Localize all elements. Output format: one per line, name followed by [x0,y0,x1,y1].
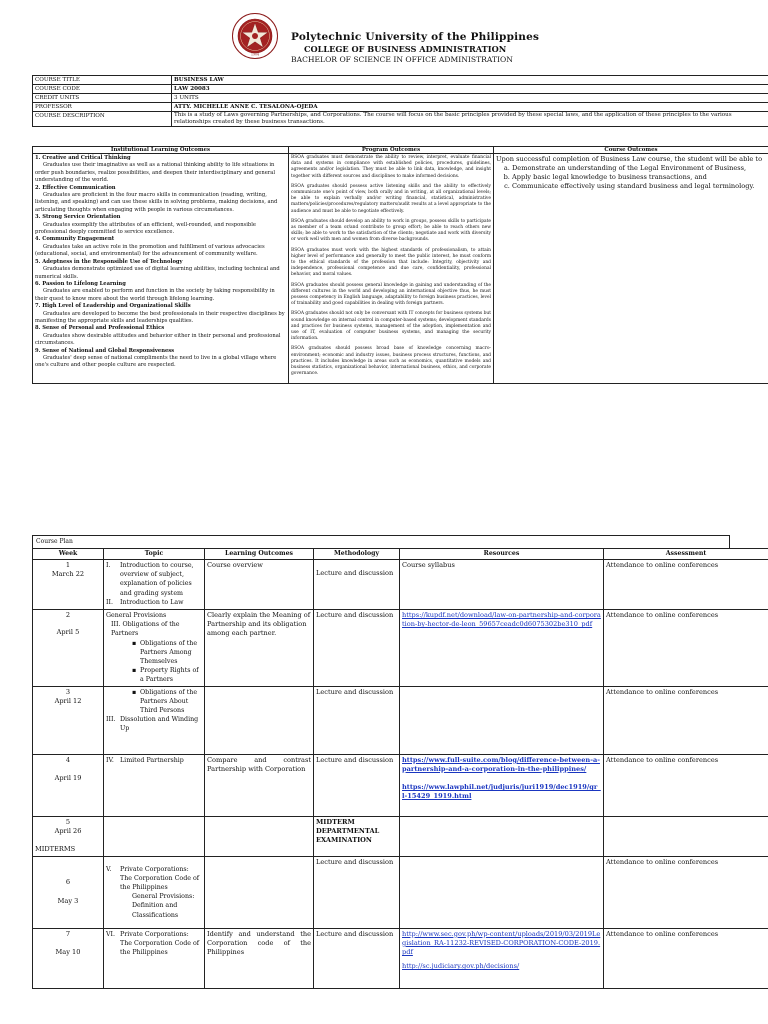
ilo-item [35,325,286,347]
po-paragraph: BSOA graduates should develop an ability to work in groups, possess skills to participate as member of a team or/and contribute to group effort; be able to reach others new skills; be able to work to the satisfaction of the clients; negotiate and work with diversity or work well with men and women from diverse backgrounds. [291,218,491,243]
po-paragraph: BSOA graduates should possess general knowledge in gaining and understanding of the different cultures in the world and developing an international objective thus, he must possess competency in English language, adaptability to foreign business practices, level of trainability and good capabilities in dealing with foreign partners. [291,282,491,307]
ilo-item [35,281,286,303]
week-number: 5 [65,817,71,826]
program-name: BACHELOR OF SCIENCE IN OFFICE ADMINISTRATION [291,55,513,64]
bullet-icon: ▪ [132,688,137,696]
week-cell [33,754,104,816]
po-paragraph: BSOA graduates should not only be conversant with IT concepts for business systems but sound knowledge on internal control in computer-based systems; development standards and practices for business systems, management of the adoption, implementation and use of IT, evaluation of computer business systems, and managing the security information. [291,311,491,342]
assessment-cell [604,816,768,856]
topic-numeral: V. [106,865,112,873]
methodology-cell: Lecture and discussion [314,686,400,754]
methodology-cell: Lecture and discussion [314,928,400,988]
topic-bullet-text: Obligations of the Partners About Third Persons [140,688,198,715]
topic-numeral: I. [106,562,111,569]
po-header: Program Outcomes [289,147,494,154]
topic-text: Private Corporations: The Corporation Code of the Philippines [120,865,200,891]
methodology-cell: Lecture and discussion [314,754,400,816]
week-number: 7 [65,929,71,938]
course-title-label: COURSE TITLE [33,76,172,85]
ilo-item [35,236,286,258]
resources-cell [400,686,604,754]
plan-row-week-3 [33,686,768,754]
assessment-cell: Attendance to online conferences [604,856,768,928]
resource-link[interactable]: http://sc.judiciary.gov.ph/decisions/ [402,962,520,971]
college-name: COLLEGE OF BUSINESS ADMINISTRATION [304,44,507,54]
learning-outcome-cell: Course overview [205,560,314,610]
learning-outcomes-header: Learning Outcomes [205,549,314,560]
resource-link[interactable]: http://www.sec.gov.ph/wp-content/uploads/2019/03/2019Legislation_RA-11232-REVISED-CORPORATION-CODE-2019.pdf [402,929,601,957]
week-cell [33,610,104,687]
topic-text: Limited Partnership [120,756,184,764]
co-item: c. Communicate effectively using standard business and legal terminology. [512,182,766,191]
learning-outcome-cell: Compare and contrast Partnership with Corporation [205,754,314,816]
po-paragraph: BSOA graduates should possess broad base of knowledge concerning macro-environment; economic and industry issues, business process structures, functions, and practices. It includes knowledge in areas such as economics, quantitative models and business statistics, organizational behavior, international business, ethics, and corporate governance. [291,346,491,377]
ilo-desc: Graduates demonstrate optimized use of digital learning abilities, including technical and numerical skills. [35,266,280,280]
topic-item [106,756,202,765]
ilo-desc: Graduates take an active role in the promotion and fulfillment of various advocacies (educational, social, and environmental) for the advancement of community welfare. [35,243,265,258]
week-number: 4 [65,755,71,764]
co-cell [494,154,768,384]
topic-bullet [106,688,202,716]
course-code-label: COURSE CODE [33,85,172,94]
learning-outcome-cell [205,856,314,928]
week-cell [33,816,104,856]
topic-numeral: VI. [106,930,116,938]
week-date: May 3 [57,896,79,905]
topic-text: III. Obligations of the Partners [111,621,180,638]
topic-text: Introduction to Law [120,598,184,606]
po-paragraph: BSOA graduates should possess active listening skills and the ability to effectively communicate one's point of view, both orally and in writing, at all organizational levels; be able to explain verbally and/or writing financial, statistical, administrative matters/policies/procedures/regulatory matters/audit results at a level appropriate to the audience and must be able to negotiate effectively. [291,183,491,214]
plan-row-week-7 [33,928,768,988]
ilo-item [35,185,286,215]
credit-units-value: 3 UNITS [172,94,768,103]
course-plan-title: Course Plan [32,535,730,548]
resource-link[interactable]: https://www.lawphil.net/judjuris/juri1919/dec1919/gr_l-15429_1919.html [402,783,601,801]
week-date: May 10 [55,947,81,956]
ilo-title: 5. Adeptness in the Responsible Use of Technology [35,258,183,265]
topic-cell [104,686,205,754]
ilo-item [35,303,286,325]
resources-cell [400,856,604,928]
bullet-icon: ▪ [132,639,137,647]
methodology-header: Methodology [314,549,400,560]
ilo-desc: Graduates show desirable attitudes and behavior either in their personal and professional circumstances. [35,332,281,347]
ilo-desc: Graduates use their imaginative as well as a rational thinking ability to life situations in order push boundaries, realize possibilities, and deepen their interdisciplinary and general understanding of the world. [35,162,275,184]
bullet-icon: ▪ [132,667,137,675]
ilo-desc: Graduates' deep sense of national compliments the need to live in a global village where one's culture and other people culture are respected. [35,354,277,369]
professor-value: ATTY. MICHELLE ANNE C. TESALONA-OJEDA [172,103,768,112]
ilo-cell [33,154,289,384]
resource-link[interactable]: https://kupdf.net/download/law-on-partnership-and-corporation-by-hector-de-leon_59657ceadc0d6075302be310_pdf [402,611,601,629]
topic-text: Dissolution and Winding Up [120,716,199,733]
outcomes-table [32,146,768,384]
plan-row-week-6 [33,856,768,928]
university-name: Polytechnic University of the Philippines [291,31,540,43]
course-plan-table [32,548,768,989]
credit-units-row [33,94,768,103]
assessment-cell: Attendance to online conferences [604,928,768,988]
topic-cell [104,560,205,610]
course-description-label: COURSE DESCRIPTION [33,112,172,127]
ilo-title: 7. High Level of Leadership and Organizational Skills [35,303,191,310]
methodology-cell: Lecture and discussion [314,560,400,610]
assessment-cell: Attendance to online conferences [604,560,768,610]
topic-item [106,930,202,958]
week-number: 1 [65,561,71,569]
course-code-value: LAW 20083 [172,85,768,94]
week-date: April 26 [54,826,82,835]
course-code-row [33,85,768,94]
topic-numeral: III. [106,716,116,724]
co-intro: Upon successful completion of Business Law course, the student will be able to [496,155,763,163]
week-cell [33,928,104,988]
ilo-desc: Graduates exemplify the attributes of an efficient, well-rounded, and responsible professional deeply committed to service excellence. [35,221,256,236]
plan-row-week-1 [33,560,768,610]
topic-cell [104,610,205,687]
plan-row-week-5 [33,816,768,856]
week-date: April 5 [56,628,80,637]
week-date: April 19 [54,773,82,782]
po-cell [289,154,494,384]
ilo-title: 9. Sense of National and Global Responsiveness [35,347,175,354]
resources-cell [400,928,604,988]
ilo-desc: Graduates are enabled to perform and function in the society by taking responsibility in their quest to know more about the world through lifelong learning. [35,288,275,302]
topic-bullet [106,666,202,684]
assessment-cell: Attendance to online conferences [604,686,768,754]
seal-year: 1904 [250,52,260,57]
ilo-title: 8. Sense of Personal and Professional Ethics [35,325,165,332]
co-list [496,164,766,191]
assessment-cell: Attendance to online conferences [604,754,768,816]
topic-text: Private Corporations: The Corporation Code of the Philippines [120,930,200,957]
resources-header: Resources [400,549,604,560]
resources-cell [400,754,604,816]
week-number: 2 [65,611,71,619]
week-header: Week [33,549,104,560]
co-header: Course Outcomes [494,147,768,154]
credit-units-label: CREDIT UNITS [33,94,172,103]
ilo-header: Institutional Learning Outcomes [33,147,289,154]
learning-outcome-cell [205,816,314,856]
course-info-table [32,75,768,127]
topic-numeral: IV. [106,756,114,764]
topic-bullet-text: Property Rights of a Partners [140,667,199,684]
plan-header-row [33,549,768,560]
topic-cell [104,754,205,816]
midterms-label: MIDTERMS [35,845,76,854]
topic-text: General Provisions [106,612,167,619]
resources-cell: Course syllabus [400,560,604,610]
po-paragraph: BSOA graduates must work with the highest standards of professionalism, to attain higher level of performance and generally to meet the public interest, he must conform to the ethical standards of the profession that include: Integrity, objectivity and independence, professional competence and due care, confidentiality, professional behavior, and moral values. [291,247,491,278]
methodology-cell: MIDTERM DEPARTMENTAL EXAMINATION [314,816,400,856]
professor-row [33,103,768,112]
topic-cell [104,816,205,856]
course-title-row [33,76,768,85]
topic-item [106,598,202,607]
resources-cell [400,816,604,856]
course-description-row [33,112,768,127]
ilo-title: 6. Passion to Lifelong Learning [35,280,126,287]
document-header [0,0,768,72]
ilo-title: 4. Community Engagement [35,236,115,243]
course-title-value: BUSINESS LAW [172,76,768,85]
methodology-cell: Lecture and discussion [314,610,400,687]
ilo-item [35,259,286,281]
week-number: 6 [65,878,71,887]
topic-item [106,561,202,598]
ilo-item [35,155,286,185]
assessment-cell: Attendance to online conferences [604,610,768,687]
co-item: a. Demonstrate an understanding of the Legal Environment of Business, [512,164,766,173]
ilo-desc: Graduates are developed to become the best professionals in their respective disciplines by manifesting the appropriate skills and leaderships qualities. [35,310,285,324]
ilo-item [35,348,286,370]
topic-item [106,865,202,893]
ilo-title: 2. Effective Communication [35,184,116,191]
topic-bullet-text: Obligations of the Partners Among Themselves [140,639,198,666]
professor-label: PROFESSOR [33,103,172,112]
topic-item [106,715,202,733]
co-item: b. Apply basic legal knowledge to business transactions, and [512,173,766,182]
learning-outcome-cell: Identify and understand the Corporation code of the Philippines [205,928,314,988]
resource-link[interactable]: https://www.full-suite.com/blog/difference-between-a-partnership-and-a-corporation-in-the-philippines/ [402,755,600,773]
learning-outcome-cell [205,686,314,754]
university-seal-logo [232,13,278,59]
week-cell [33,560,104,610]
topic-cell [104,928,205,988]
ilo-title: 1. Creative and Critical Thinking [35,155,131,161]
resources-cell [400,610,604,687]
assessment-header: Assessment [604,549,768,560]
plan-row-week-4 [33,754,768,816]
ilo-title: 3. Strong Service Orientation [35,214,121,221]
topic-numeral: II. [106,598,113,606]
plan-row-week-2 [33,610,768,687]
po-paragraph: BSOA graduates must demonstrate the ability to review, interpret, evaluate financial data and systems in compliance with established policies, procedures, guidelines, agreements and/or legislation. They must be able to link data, knowledge, and insight together with different sources and disciplines to make informed decisions. [291,155,491,179]
week-number: 3 [65,687,71,696]
topic-text: General Provisions: Definition and Classifications [132,893,195,919]
topic-bullet [106,639,202,667]
course-description-value: This is a study of Laws governing Partnerships, and Corporations. The course will focus on the basic principles provided by these special laws, and the application of these principles to the various relationships created by these business transactions. [172,112,768,127]
topic-cell [104,856,205,928]
week-cell [33,856,104,928]
topic-header: Topic [104,549,205,560]
week-date: March 22 [51,570,85,579]
learning-outcome-cell: Clearly explain the Meaning of Partnership and its obligation among each partner. [205,610,314,687]
topic-text: Introduction to course, overview of subject, explanation of policies and grading system [120,562,194,597]
ilo-desc: Graduates are proficient in the four macro skills in communication (reading, writing, listening, and speaking) and can use these skills in solving problems, making decisions, and articulating thoughts when engaging with people in various circumstances. [35,192,278,213]
ilo-item [35,214,286,236]
week-cell [33,686,104,754]
methodology-cell: Lecture and discussion [314,856,400,928]
week-date: April 12 [54,696,82,705]
